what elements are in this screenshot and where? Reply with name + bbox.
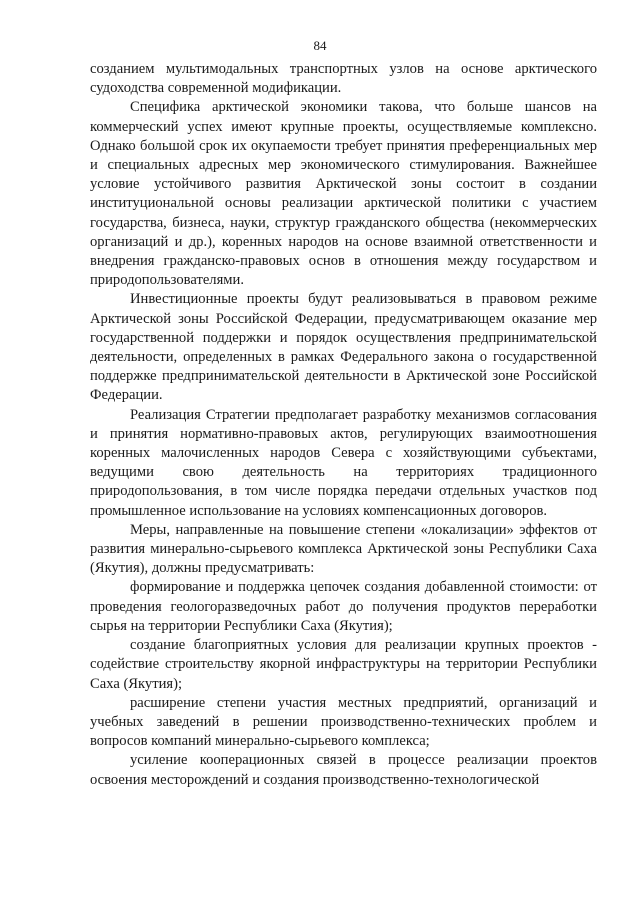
paragraph-continuation: созданием мультимодальных транспортных узлов на основе арктического судоходства современной модификации. [90,61,597,97]
paragraph-strategy-implementation: Реализация Стратегии предполагает разработку механизмов согласования и принятия нормативно-правовых актов, регулирующих взаимоотношения коренных малочисленных народов Севера с хозяйствующими субъектами, ведущими свою деятельность на территориях традиционного природопользования, в том числе порядка передачи отдельных участков под промышленное использование на условиях компенсационных договоров. [90,406,597,519]
paragraph-arctic-economy: Специфика арктической экономики такова, что больше шансов на коммерческий успех имеют крупные проекты, осуществляемые комплексно. Однако большой срок их окупаемости требует принятия преференциальных мер и специальных адресных мер экономического стимулирования. Важнейшее условие устойчивого развития Арктической зоны состоит в создании институциональной основы реализации арктической политики с участием государства, бизнеса, науки, структур гражданского общества (некоммерческих организаций и др.), коренных народов на основе взаимной ответственности и внедрения гражданско-правовых основ в отношения между государством и природопользователями. [90,99,597,289]
paragraph-investment-projects: Инвестиционные проекты будут реализовываться в правовом режиме Арктической зоны Российской Федерации, предусматривающем оказание мер государственной поддержки и порядок осуществления предпринимательской деятельности, определенных в рамках Федерального закона о государственной поддержке предпринимательской деятельности в Арктической зоне Российской Федерации. [90,291,597,404]
body-text [90,60,597,790]
list-item-value-chains: формирование и поддержка цепочек создания добавленной стоимости: от проведения геологоразведочных работ до получения продуктов переработки сырья на территории Республики Саха (Якутия); [90,579,597,634]
list-item-local-participation: расширение степени участия местных предприятий, организаций и учебных заведений в решении производственно-технических проблем и вопросов компаний минерально-сырьевого комплекса; [90,694,597,750]
list-item-favorable-conditions: создание благоприятных условия для реализации крупных проектов - содействие строительству якорной инфраструктуры на территории Республики Саха (Якутия); [90,637,597,692]
paragraph-localization-measures: Меры, направленные на повышение степени «локализации» эффектов от развития минерально-сырьевого комплекса Арктической зоны Республики Саха (Якутия), должны предусматривать: [90,521,597,577]
list-item-cooperation-links: усиление кооперационных связей в процессе реализации проектов освоения месторождений и создания производственно-технологической [90,752,597,788]
page-number: 84 [313,38,327,53]
